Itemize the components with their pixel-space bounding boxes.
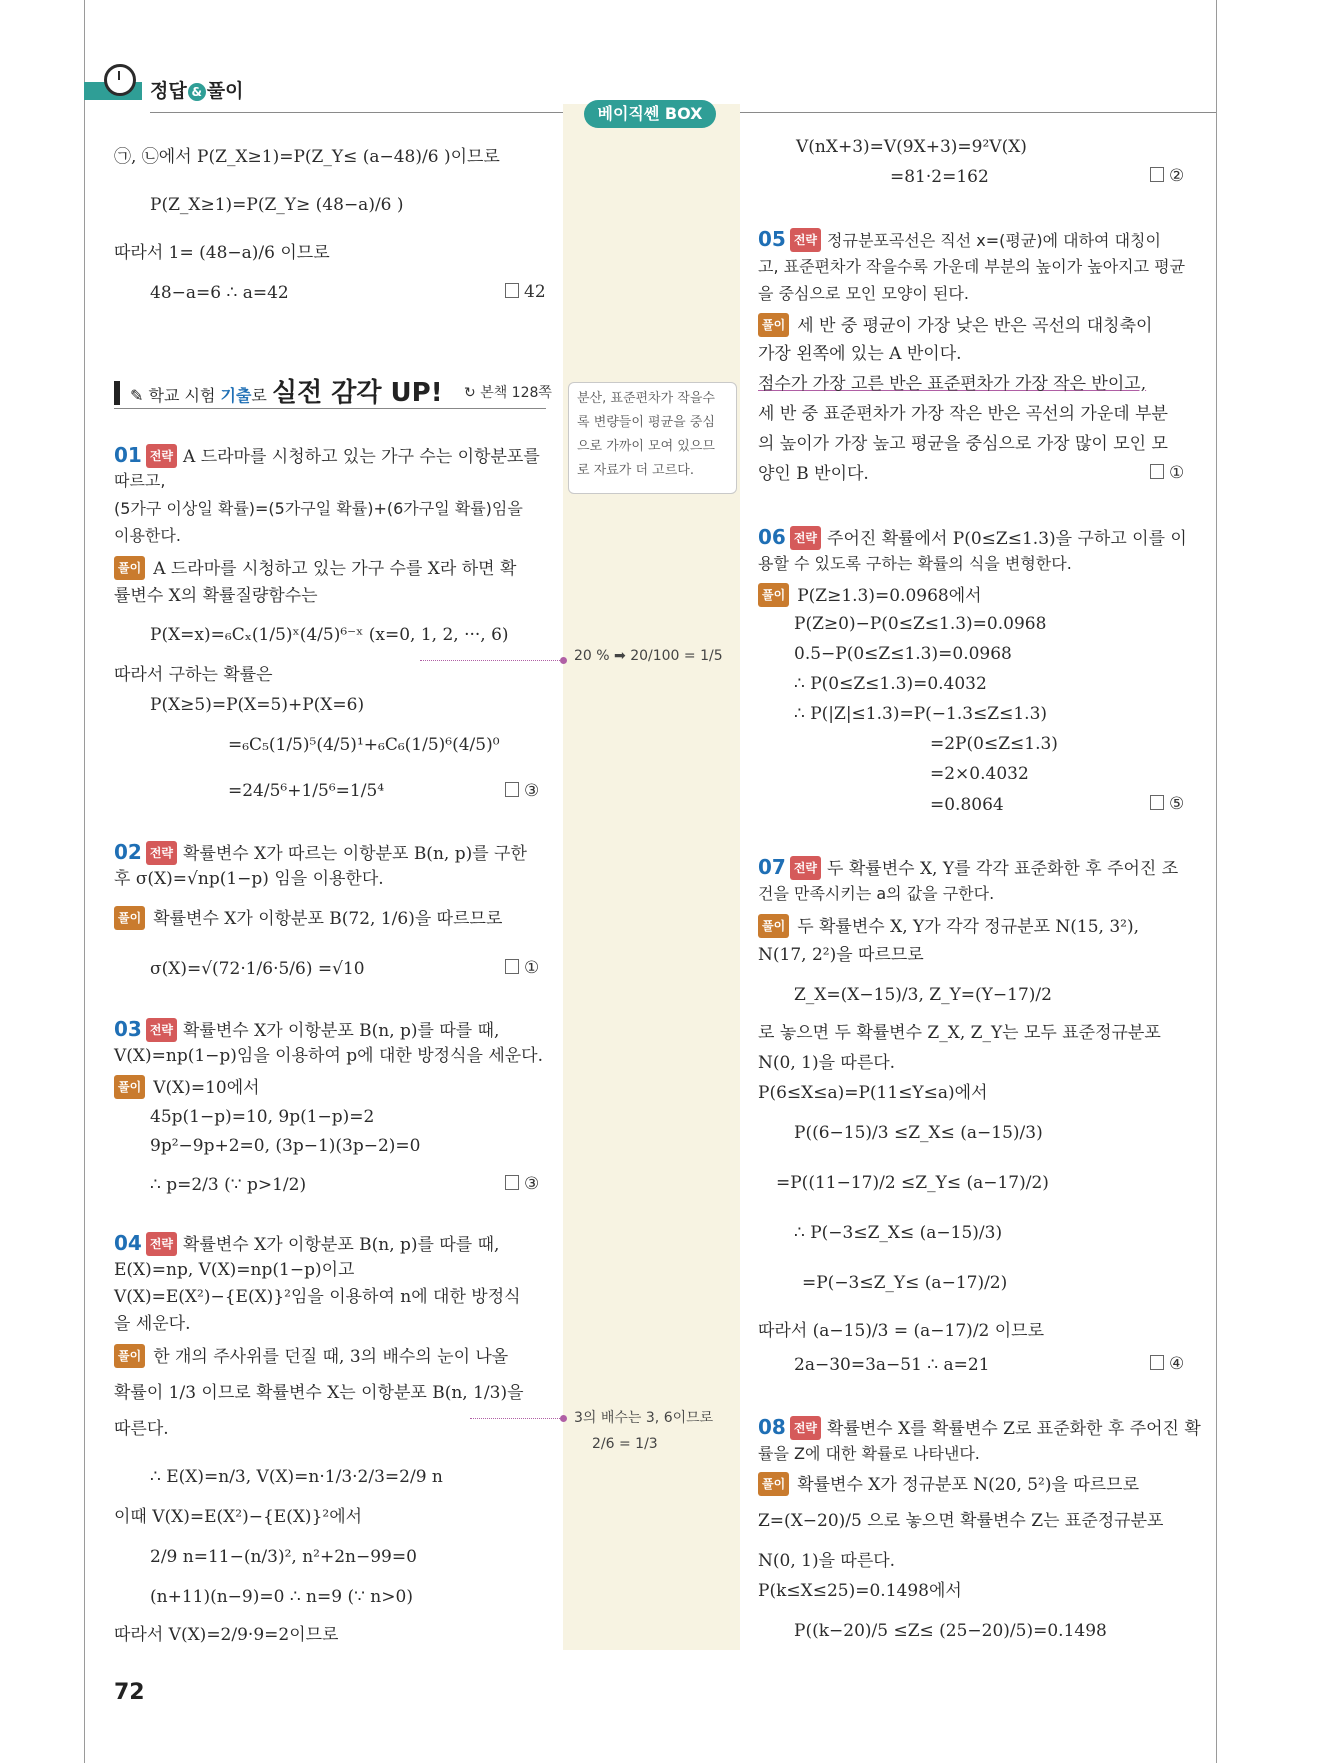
note-line: 으로 가까이 모여 있으므	[577, 439, 715, 454]
note-line: 로 자료가 더 고르다.	[577, 463, 694, 478]
problem-number: 04	[114, 1231, 142, 1255]
line: σ(X)=√(72·1/6·5/6) =√10	[150, 959, 365, 979]
section-pre: 학교 시험	[148, 386, 221, 405]
line: 2/9 n=11−(n/3)², n²+2n−99=0	[150, 1547, 417, 1567]
strategy-text: 정규분포곡선은 직선 x=(평균)에 대하여 대칭이	[827, 231, 1161, 250]
line: =P(−3≤Z_Y≤ (a−17)/2)	[802, 1273, 1008, 1293]
section-ro: 로	[251, 386, 272, 405]
line: ∴ E(X)=n/3, V(X)=n·1/3·2/3=2/9 n	[150, 1467, 443, 1487]
pencil-icon: ✎	[130, 386, 144, 405]
answer-value: ③	[524, 1174, 540, 1194]
line: 따르고,	[114, 471, 166, 490]
alarm-clock-icon	[104, 64, 136, 96]
answer-value: ③	[524, 781, 540, 801]
answer-02	[505, 958, 539, 978]
strategy-tag: 전략	[790, 526, 821, 550]
solution-tag: 풀이	[114, 556, 145, 580]
line: 을 세운다.	[114, 1314, 191, 1334]
answer-value: ④	[1169, 1354, 1185, 1374]
leader-line	[470, 1418, 562, 1419]
line: Z=(X−20)/5 으로 놓으면 확률변수 Z는 표준정규분포	[758, 1511, 1164, 1531]
solution-tag: 풀이	[114, 906, 145, 930]
line: 양인 B 반이다.	[758, 464, 869, 484]
ref-icon: ↻	[464, 385, 476, 401]
solution-tag: 풀이	[758, 583, 789, 607]
answer-icon	[505, 959, 519, 974]
answer-icon	[505, 283, 519, 298]
solution-text: P(Z≥1.3)=0.0968에서	[797, 586, 982, 606]
solution-text: V(X)=10에서	[153, 1078, 260, 1098]
line: E(X)=np, V(X)=np(1−p)이고	[114, 1260, 355, 1280]
line: V(nX+3)=V(9X+3)=9²V(X)	[796, 137, 1027, 157]
header-title-b: 풀이	[206, 80, 244, 102]
strategy-tag: 전략	[146, 841, 177, 865]
strategy-tag: 전략	[790, 228, 821, 252]
line: =24/5⁶+1/5⁶=1/5⁴	[228, 781, 385, 801]
problem-number: 06	[758, 525, 786, 549]
line: (5가구 이상일 확률)=(5가구일 확률)+(6가구일 확률)임을	[114, 499, 523, 518]
strategy-tag: 전략	[790, 856, 821, 880]
line: =0.8064	[930, 795, 1004, 815]
line: (n+11)(n−9)=0 ∴ n=9 (∵ n>0)	[150, 1587, 413, 1607]
section-bar	[114, 381, 120, 405]
solution-text: 확률변수 X가 이항분포 B(72, 1/6)을 따르므로	[153, 909, 503, 929]
leader-dot	[560, 657, 567, 664]
strategy-tag: 전략	[146, 1232, 177, 1256]
line: P(Z_X≥1)=P(Z_Y≥ (48−a)/6 )	[150, 195, 404, 215]
line: 건을 만족시키는 a의 값을 구한다.	[758, 884, 995, 903]
solution-tag: 풀이	[758, 1472, 789, 1496]
section-title	[130, 372, 443, 409]
line: V(X)=E(X²)−{E(X)}²임을 이용하여 n에 대한 방정식	[114, 1287, 521, 1307]
line: 가장 왼쪽에 있는 A 반이다.	[758, 344, 962, 364]
solution-line	[114, 556, 516, 580]
note-line: 록 변량들이 평균을 중심	[577, 415, 715, 430]
solution-line	[758, 583, 982, 607]
answer-04	[1150, 166, 1184, 186]
answer-value: ①	[1169, 463, 1185, 483]
line: 용할 수 있도록 구하는 확률의 식을 변형한다.	[758, 554, 1072, 573]
solution-line	[114, 1075, 260, 1099]
answer-icon	[505, 1175, 519, 1190]
answer-value: ②	[1169, 166, 1185, 186]
line: 9p²−9p+2=0, (3p−1)(3p−2)=0	[150, 1136, 421, 1156]
strategy-text: 확률변수 X가 따르는 이항분포 B(n, p)를 구한	[183, 844, 527, 864]
line: ∴ P(−3≤Z_X≤ (a−15)/3)	[794, 1223, 1003, 1243]
line: P((k−20)/5 ≤Z≤ (25−20)/5)=0.1498	[794, 1621, 1107, 1641]
strategy-text: 두 확률변수 X, Y를 각각 표준화한 후 주어진 조	[827, 859, 1179, 879]
solution-line	[758, 313, 1152, 337]
strategy-tag: 전략	[146, 444, 177, 468]
line: 후 σ(X)=√np(1−p) 임을 이용한다.	[114, 869, 384, 889]
box-label: 베이직쎈 BOX	[584, 100, 716, 128]
solution-text: 한 개의 주사위를 던질 때, 3의 배수의 눈이 나올	[153, 1347, 509, 1367]
solution-line	[114, 906, 502, 930]
answer-00	[505, 282, 546, 302]
line: ∴ P(0≤Z≤1.3)=0.4032	[794, 674, 987, 694]
solution-tag: 풀이	[758, 313, 789, 337]
line: ∴ p=2/3 (∵ p>1/2)	[150, 1175, 307, 1195]
problem-number: 07	[758, 855, 786, 879]
line: =2×0.4032	[930, 764, 1029, 784]
answer-01	[505, 781, 539, 801]
line: 확률이 1/3 이므로 확률변수 X는 이항분포 B(n, 1/3)을	[114, 1383, 524, 1403]
line: 을 중심으로 모인 모양이 된다.	[758, 284, 969, 303]
line: 점수가 가장 고른 반은 표준편차가 가장 작은 반이고,	[758, 374, 1147, 394]
line: N(17, 2²)을 따르므로	[758, 945, 924, 965]
problem-number: 02	[114, 840, 142, 864]
solution-tag: 풀이	[114, 1075, 145, 1099]
section-ref-text: 본책 128쪽	[480, 385, 552, 401]
strategy-tag: 전략	[146, 1018, 177, 1042]
line: 따라서 1= (48−a)/6 이므로	[114, 243, 330, 263]
section-ref	[464, 382, 552, 402]
problem-number: 05	[758, 227, 786, 251]
answer-icon	[505, 782, 519, 797]
solution-line	[758, 1472, 1139, 1496]
problem-05-strategy	[758, 228, 1161, 252]
line: P(6≤X≤a)=P(11≤Y≤a)에서	[758, 1083, 988, 1103]
line: 2a−30=3a−51 ∴ a=21	[794, 1355, 990, 1375]
line: 0.5−P(0≤Z≤1.3)=0.0968	[794, 644, 1012, 664]
line: 45p(1−p)=10, 9p(1−p)=2	[150, 1107, 375, 1127]
side-note-ratio: 20 % ➡ 20/100 = 1/5	[574, 648, 723, 664]
problem-04-strategy	[114, 1232, 499, 1256]
solution-text: 두 확률변수 X, Y가 각각 정규분포 N(15, 3²),	[797, 917, 1140, 937]
answer-icon	[1150, 795, 1164, 810]
solution-text: A 드라마를 시청하고 있는 가구 수를 X라 하면 확	[153, 559, 517, 579]
problem-01-strategy	[114, 444, 540, 468]
strategy-text: A 드라마를 시청하고 있는 가구 수는 이항분포를	[183, 447, 540, 467]
line: P(Z≥0)−P(0≤Z≤1.3)=0.0968	[794, 614, 1047, 634]
solution-line	[114, 1344, 508, 1368]
strategy-text: 확률변수 X가 이항분포 B(n, p)를 따를 때,	[183, 1235, 500, 1255]
section-gichul: 기출	[220, 386, 252, 405]
line: 따라서 (a−15)/3 = (a−17)/2 이므로	[758, 1321, 1045, 1341]
variance-note	[568, 382, 737, 494]
line: 따라서 V(X)=2/9·9=2이므로	[114, 1625, 339, 1645]
line: =₆C₅(1/5)⁵(4/5)¹+₆C₆(1/5)⁶(4/5)⁰	[228, 735, 500, 755]
strategy-text: 확률변수 X가 이항분포 B(n, p)를 따를 때,	[183, 1021, 500, 1041]
leader-line	[420, 660, 562, 661]
header-title	[150, 76, 243, 103]
line: 따라서 구하는 확률은	[114, 665, 273, 685]
answer-icon	[1150, 167, 1164, 182]
line: 률변수 X의 확률질량함수는	[114, 586, 318, 606]
answer-value: ①	[524, 958, 540, 978]
line: V(X)=np(1−p)임을 이용하여 p에 대한 방정식을 세운다.	[114, 1046, 543, 1066]
header-title-a: 정답	[150, 80, 187, 102]
section-rule	[114, 408, 546, 409]
line: N(0, 1)을 따른다.	[758, 1053, 896, 1073]
line: P(X=x)=₆Cₓ(1/5)ˣ(4/5)⁶⁻ˣ (x=0, 1, 2, ···, 6)	[150, 625, 509, 645]
page-border-right	[1216, 0, 1217, 1763]
solution-tag: 풀이	[758, 914, 789, 938]
problem-03-strategy	[114, 1018, 499, 1042]
line: Z_X=(X−15)/3, Z_Y=(Y−17)/2	[794, 985, 1052, 1005]
problem-08-strategy	[758, 1416, 1201, 1440]
page-number: 72	[114, 1680, 145, 1705]
side-note-multiple: 3의 배수는 3, 6이므로	[574, 1410, 714, 1426]
answer-06	[1150, 794, 1184, 814]
line: 의 높이가 가장 높고 평균을 중심으로 가장 많이 모인 모	[758, 434, 1168, 454]
line: 로 놓으면 두 확률변수 Z_X, Z_Y는 모두 표준정규분포	[758, 1023, 1161, 1043]
problem-07-strategy	[758, 856, 1178, 880]
line: N(0, 1)을 따른다.	[758, 1551, 896, 1571]
line: =81·2=162	[890, 167, 989, 187]
line: P(k≤X≤25)=0.1498에서	[758, 1581, 962, 1601]
line: ㉠, ㉡에서 P(Z_X≥1)=P(Z_Y≤ (a−48)/6 )이므로	[114, 147, 500, 167]
line: 고, 표준편차가 작을수록 가운데 부분의 높이가 높아지고 평균	[758, 257, 1186, 276]
leader-dot	[560, 1415, 567, 1422]
page-border-left	[84, 0, 85, 1763]
answer-05	[1150, 463, 1184, 483]
strategy-tag: 전략	[790, 1416, 821, 1440]
problem-02-strategy	[114, 841, 527, 865]
line: P((6−15)/3 ≤Z_X≤ (a−15)/3)	[794, 1123, 1043, 1143]
answer-07	[1150, 1354, 1184, 1374]
amp-badge: &	[188, 83, 206, 101]
side-note-fraction: 2/6 = 1/3	[592, 1436, 658, 1452]
answer-03	[505, 1174, 539, 1194]
line: 이용한다.	[114, 526, 181, 545]
line: 세 반 중 표준편차가 가장 작은 반은 곡선의 가운데 부분	[758, 404, 1168, 424]
line: P(X≥5)=P(X=5)+P(X=6)	[150, 695, 365, 715]
answer-value: 42	[524, 282, 546, 302]
problem-06-strategy	[758, 526, 1187, 550]
line: 48−a=6 ∴ a=42	[150, 283, 289, 303]
strategy-text: 주어진 확률에서 P(0≤Z≤1.3)을 구하고 이를 이	[827, 529, 1187, 549]
problem-number: 08	[758, 1415, 786, 1439]
line: 이때 V(X)=E(X²)−{E(X)}²에서	[114, 1507, 363, 1527]
answer-value: ⑤	[1169, 794, 1185, 814]
solution-line	[758, 914, 1139, 938]
answer-icon	[1150, 1355, 1164, 1370]
line: 따른다.	[114, 1419, 169, 1439]
note-line: 분산, 표준편차가 작을수	[577, 391, 715, 406]
problem-number: 03	[114, 1017, 142, 1041]
solution-text: 세 반 중 평균이 가장 낮은 반은 곡선의 대칭축이	[797, 316, 1153, 336]
line: ∴ P(|Z|≤1.3)=P(−1.3≤Z≤1.3)	[794, 704, 1048, 724]
line: =2P(0≤Z≤1.3)	[930, 734, 1058, 754]
section-big: 실전 감각 UP!	[271, 378, 443, 408]
problem-number: 01	[114, 443, 142, 467]
line: =P((11−17)/2 ≤Z_Y≤ (a−17)/2)	[776, 1173, 1049, 1193]
line: 률을 Z에 대한 확률로 나타낸다.	[758, 1444, 980, 1463]
solution-tag: 풀이	[114, 1344, 145, 1368]
answer-icon	[1150, 464, 1164, 479]
strategy-text: 확률변수 X를 확률변수 Z로 표준화한 후 주어진 확	[827, 1419, 1201, 1439]
solution-text: 확률변수 X가 정규분포 N(20, 5²)을 따르므로	[797, 1475, 1140, 1495]
